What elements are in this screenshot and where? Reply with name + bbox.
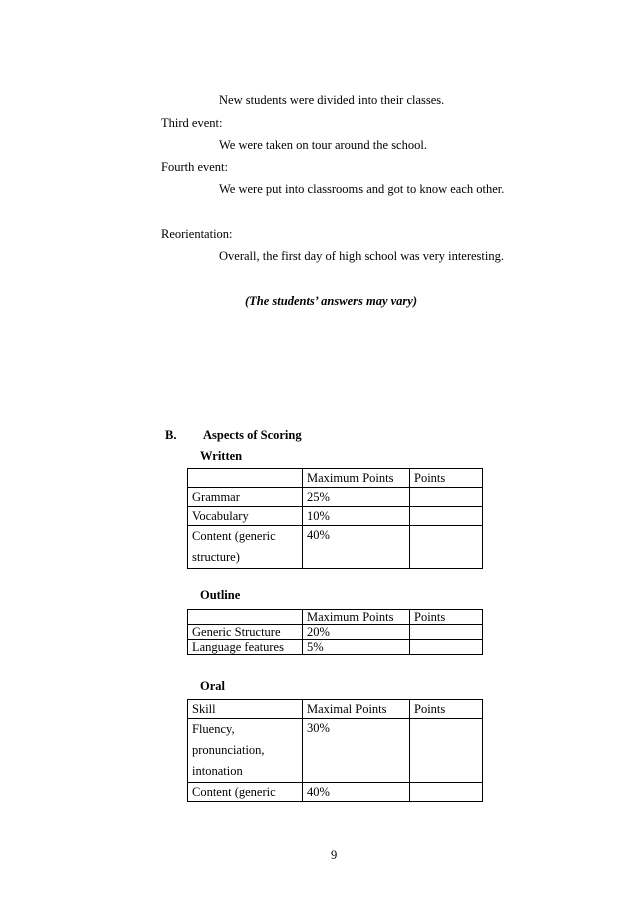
written-heading: Written xyxy=(200,449,243,463)
table-row xyxy=(188,526,483,569)
table-cell xyxy=(410,625,483,640)
table-row xyxy=(188,719,483,783)
table-header-row xyxy=(188,469,483,488)
written-scoring-table xyxy=(187,468,483,569)
table-header-cell: Points xyxy=(410,700,483,719)
page-number: 9 xyxy=(331,848,338,862)
table-row xyxy=(188,640,483,655)
table-cell: Content (generic xyxy=(188,783,303,802)
table-cell: Vocabulary xyxy=(188,507,303,526)
table-cell xyxy=(410,719,483,783)
third-event-label: Third event: xyxy=(161,116,223,130)
section-letter: B. xyxy=(165,428,177,442)
table-row xyxy=(188,507,483,526)
table-cell: 40% xyxy=(303,526,410,569)
table-cell: 40% xyxy=(303,783,410,802)
table-header-cell: Maximum Points xyxy=(303,469,410,488)
event-text-line: New students were divided into their classes. xyxy=(219,93,445,107)
table-cell: 30% xyxy=(303,719,410,783)
table-header-cell xyxy=(188,610,303,625)
fourth-event-label: Fourth event: xyxy=(161,160,229,174)
table-header-cell: Points xyxy=(410,469,483,488)
table-header-row xyxy=(188,700,483,719)
table-cell xyxy=(410,526,483,569)
table-cell xyxy=(410,507,483,526)
table-cell: 25% xyxy=(303,488,410,507)
outline-scoring-table xyxy=(187,609,483,655)
oral-heading: Oral xyxy=(200,679,225,693)
third-event-text: We were taken on tour around the school. xyxy=(219,138,427,152)
table-cell: Language features xyxy=(188,640,303,655)
table-header-cell: Maximum Points xyxy=(303,610,410,625)
table-row xyxy=(188,488,483,507)
table-cell xyxy=(410,640,483,655)
table-header-cell xyxy=(188,469,303,488)
table-header-cell: Maximal Points xyxy=(303,700,410,719)
table-cell xyxy=(410,488,483,507)
table-cell: Content (generic structure) xyxy=(188,526,303,569)
table-row xyxy=(188,783,483,802)
oral-scoring-table xyxy=(187,699,483,802)
fourth-event-text: We were put into classrooms and got to know each other. xyxy=(219,182,505,196)
table-header-row xyxy=(188,610,483,625)
reorientation-label: Reorientation: xyxy=(161,227,233,241)
table-cell: 20% xyxy=(303,625,410,640)
table-cell xyxy=(410,783,483,802)
table-header-cell: Skill xyxy=(188,700,303,719)
table-cell: Grammar xyxy=(188,488,303,507)
table-cell: 10% xyxy=(303,507,410,526)
table-cell: 5% xyxy=(303,640,410,655)
reorientation-text: Overall, the first day of high school was very interesting. xyxy=(219,249,504,263)
table-row xyxy=(188,625,483,640)
outline-heading: Outline xyxy=(200,588,241,602)
answers-note: (The students’ answers may vary) xyxy=(245,294,417,308)
table-cell: Generic Structure xyxy=(188,625,303,640)
table-header-cell: Points xyxy=(410,610,483,625)
section-title: Aspects of Scoring xyxy=(203,428,302,442)
table-cell: Fluency, pronunciation, intonation xyxy=(188,719,303,783)
